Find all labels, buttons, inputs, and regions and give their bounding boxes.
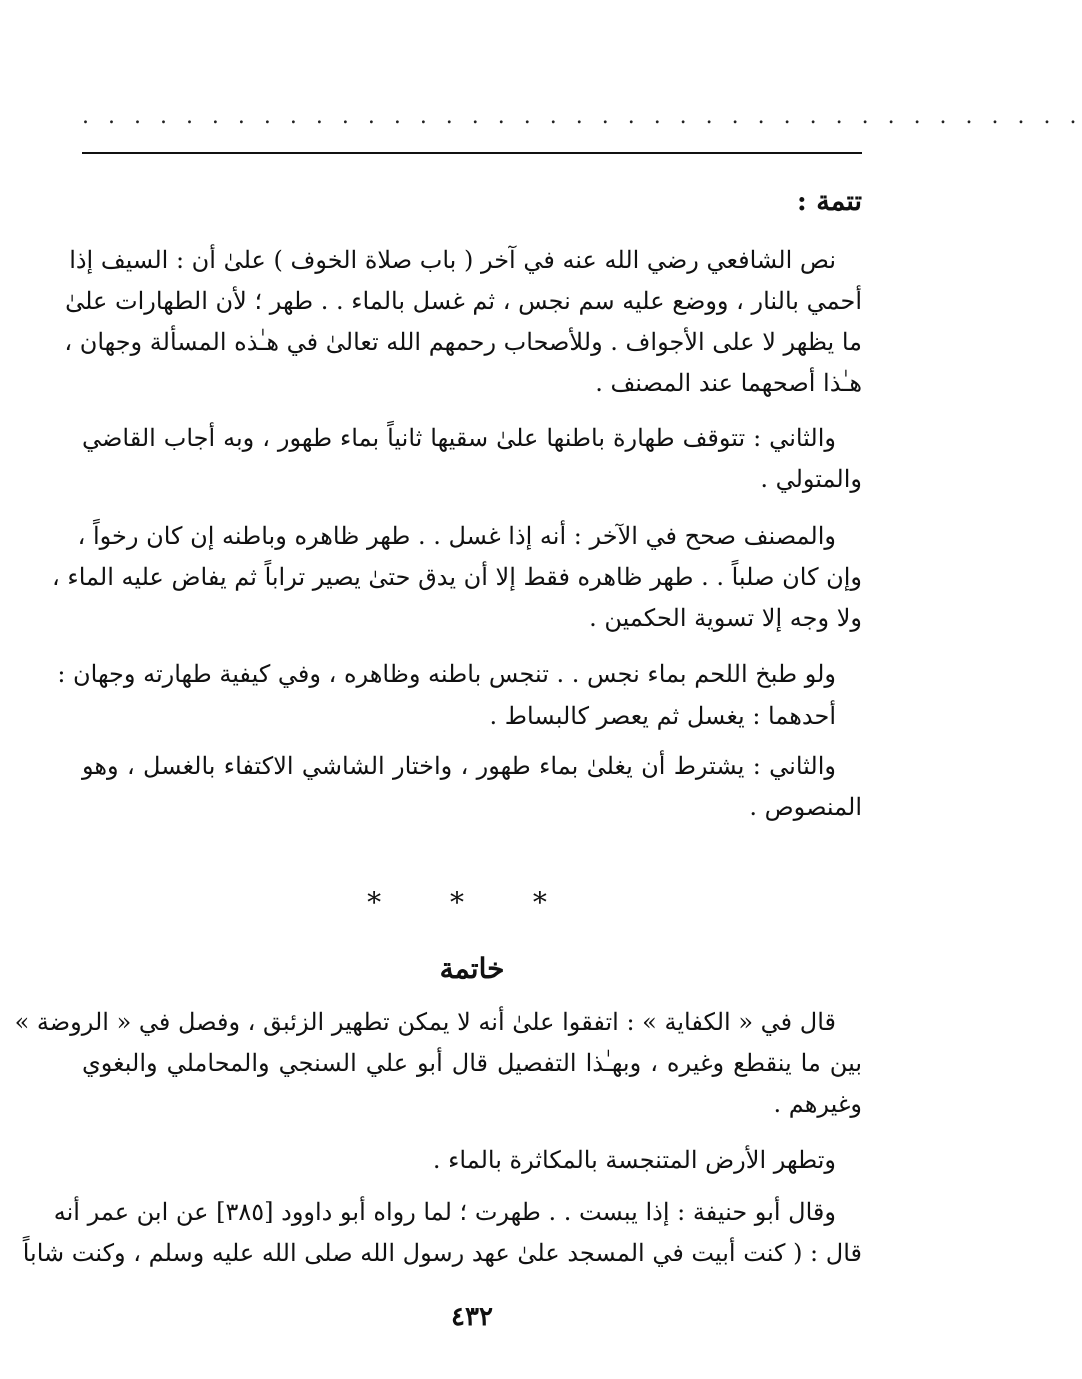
tatimma-paragraph-1 [64,240,862,404]
page-number: ٤٣٢ [451,1302,493,1332]
khatima-paragraph-1 [14,1002,862,1125]
text-line: هـٰذا أصحهما عند المصنف . [595,369,862,397]
text-line: ولا وجه إلا تسوية الحكمين . [589,604,862,632]
text-line: أحمي بالنار ، ووضع عليه سم نجس ، ثم غسل بالماء . . طهر ؛ لأن الطهارات علىٰ [65,287,862,315]
book-page [14,0,1082,1379]
dotted-line: . . . . . . . . . . . . . . . . . . . . . . . . . . . . . . . . . . . . . . . [82,104,1082,129]
text-line: المنصوص . [749,793,862,821]
horizontal-rule [82,152,862,154]
text-line: نص الشافعي رضي الله عنه في آخر ( باب صلاة الخوف ) علىٰ أن : السيف إذا [69,246,836,274]
tatimma-paragraph-4 [57,654,862,695]
text-line: أحدهما : يغسل ثم يعصر كالبساط . [489,702,836,730]
text-line: والمصنف صحح في الآخر : أنه إذا غسل . . طهر ظاهره وباطنه إن كان رخواً ، [77,522,836,550]
text-line: والثاني : يشترط أن يغلىٰ بماء طهور ، واختار الشاشي الاكتفاء بالغسل ، وهو [82,752,836,780]
text-line: قال : ( كنت أبيت في المسجد علىٰ عهد رسول الله صلى الله عليه وسلم ، وكنت شاباً [22,1239,862,1267]
text-line: وغيرهم . [773,1090,862,1118]
tatimma-paragraph-2 [82,418,862,500]
section-separator: * * * [367,886,577,919]
tatimma-paragraph-5 [82,696,862,737]
khatima-title: خاتمة [439,952,505,985]
text-line: والثاني : تتوقف طهارة باطنها علىٰ سقيها ثانياً بماء طهور ، وبه أجاب القاضي [82,424,836,452]
text-line: وقال أبو حنيفة : إذا يبست . . طهرت ؛ لما رواه أبو داوود [٣٨٥] عن ابن عمر أنه [53,1198,836,1226]
tatimma-paragraph-3 [52,516,862,639]
text-line: ما يظهر لا على الأجواف . وللأصحاب رحمهم الله تعالىٰ في هـٰذه المسألة وجهان ، [64,328,862,356]
text-line: بين ما ينقطع وغيره ، وبهـٰذا التفصيل قال أبو علي السنجي والمحاملي والبغوي [82,1049,862,1077]
khatima-paragraph-3 [22,1192,862,1274]
text-line: وإن كان صلباً . . طهر ظاهره فقط إلا أن يدق حتىٰ يصير تراباً ثم يفاض عليه الماء ، [52,563,862,591]
tatimma-paragraph-6 [82,746,862,828]
text-line: والمتولي . [760,465,862,493]
text-line: وتطهر الأرض المتنجسة بالمكاثرة بالماء . [432,1146,836,1174]
text-line: قال في « الكفاية » : اتفقوا علىٰ أنه لا يمكن تطهير الزئبق ، وفصل في « الروضة » [14,1008,836,1036]
text-line: ولو طبخ اللحم بماء نجس . . تنجس باطنه وظاهره ، وفي كيفية طهارته وجهان : [57,660,836,688]
khatima-paragraph-2 [82,1140,862,1181]
tatimma-heading: تتمة : [796,186,862,217]
